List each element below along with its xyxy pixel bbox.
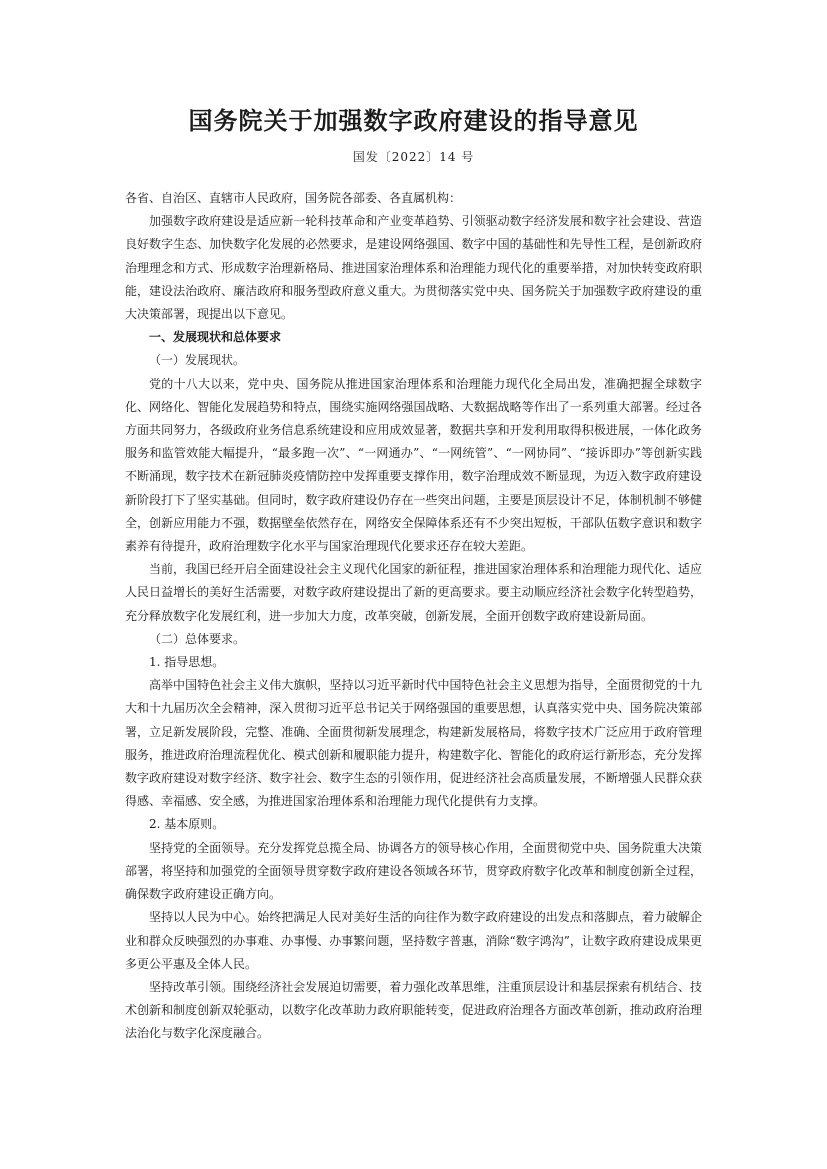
item-heading-guiding-ideology: 1. 指导思想。: [149, 655, 225, 670]
principle-lead-3: 坚持改革引领。: [149, 979, 234, 994]
principle-text-3: 围绕经济社会发展迫切需要，着力强化改革思维，注重顶层设计和基层探索有机结合、技术创新和制度创新双轮驱动，以数字化改革助力政府职能转变，促进政府治理各方面改革创新，推动政府治理法治化与数字化深度融合。: [125, 979, 702, 1041]
subsection-heading-1: （一）发展现状。: [149, 353, 246, 368]
document-number: 国发〔2022〕14 号: [352, 150, 475, 164]
principle-text-1: 充分发挥党总揽全局、协调各方的领导核心作用，全面贯彻党中央、国务院重大决策部署，将坚持和加强党的全面领导贯穿数字政府建设各领域各环节，贯穿政府数字化改革和制度创新全过程，确保数字政府建设正确方向。: [125, 840, 702, 902]
document-title: 国务院关于加强数字政府建设的指导意见: [188, 107, 639, 135]
addressee-line: 各省、自治区、直辖市人民政府，国务院各部委、各直属机构：: [125, 191, 462, 205]
subsection-heading-2: （二）总体要求。: [149, 631, 246, 646]
principle-text-2: 始终把满足人民对美好生活的向往作为数字政府建设的出发点和落脚点，着力破解企业和群众反映强烈的办事难、办事慢、办事繁问题，坚持数字普惠，消除“数字鸿沟”，让数字政府建设成果更多更公平惠及全体人民。: [125, 910, 702, 971]
item-heading-basic-principles: 2. 基本原则。: [149, 817, 225, 832]
intro-paragraph: 加强数字政府建设是适应新一轮科技革命和产业变革趋势、引领驱动数字经济发展和数字社会建设、营造良好数字生态、加快数字化发展的必然要求，是建设网络强国、数字中国的基础性和先导性工程，是创新政府治理理念和方式、形成数字治理新格局、推进国家治理体系和治理能力现代化的重要举措，对加快转变政府职能，建设法治政府、廉洁政府和服务型政府意义重大。为贯彻落实党中央、国务院关于加强数字政府建设的重大决策部署，现提出以下意见。: [125, 214, 702, 322]
principle-paragraph-2: [125, 906, 702, 976]
development-status-paragraph-2: 当前，我国已经开启全面建设社会主义现代化国家的新征程，推进国家治理体系和治理能力现代化、适应人民日益增长的美好生活需要，对数字政府建设提出了新的更高要求。要主动顺应经济社会数字化转型趋势，充分释放数字化发展红利，进一步加大力度，改革突破，创新发展，全面开创数字政府建设新局面。: [125, 562, 702, 623]
principle-lead-1: 坚持党的全面领导。: [149, 840, 258, 855]
section-heading-1: 一、发展现状和总体要求: [149, 330, 282, 345]
development-status-paragraph-1: 党的十八大以来，党中央、国务院从推进国家治理体系和治理能力现代化全局出发，准确把握全球数字化、网络化、智能化发展趋势和特点，围绕实施网络强国战略、大数据战略等作出了一系列重大部署。经过各方面共同努力，各级政府业务信息系统建设和应用成效显著，数据共享和开发利用取得积极进展，一体化政务服务和监管效能大幅提升，“最多跑一次”、“一网通办”、“一网统管”、“一网协同”、“接诉即办”等创新实践不断涌现，数字技术在新冠肺炎疫情防控中发挥重要支撑作用，数字治理成效不断显现，为迈入数字政府建设新阶段打下了坚实基础。但同时，数字政府建设仍存在一些突出问题，主要是顶层设计不足，体制机制不够健全，创新应用能力不强，数据壁垒依然存在，网络安全保障体系还有不少突出短板，干部队伍数字意识和数字素养有待提升，政府治理数字化水平与国家治理现代化要求还存在较大差距。: [125, 376, 702, 554]
principle-paragraph-1: [125, 837, 702, 907]
guiding-ideology-paragraph: 高举中国特色社会主义伟大旗帜，坚持以习近平新时代中国特色社会主义思想为指导，全面贯彻党的十九大和十九届历次全会精神，深入贯彻习近平总书记关于网络强国的重要思想，认真落实党中央、国务院决策部署，立足新发展阶段，完整、准确、全面贯彻新发展理念，构建新发展格局，将数字技术广泛应用于政府管理服务，推进政府治理流程优化、模式创新和履职能力提升，构建数字化、智能化的政府运行新形态，充分发挥数字政府建设对数字经济、数字社会、数字生态的引领作用，促进经济社会高质量发展，不断增强人民群众获得感、幸福感、安全感，为推进国家治理体系和治理能力现代化提供有力支撑。: [125, 678, 702, 809]
document-page: [125, 104, 702, 1046]
principle-paragraph-3: [125, 976, 702, 1046]
principle-lead-2: 坚持以人民为中心。: [149, 910, 258, 925]
